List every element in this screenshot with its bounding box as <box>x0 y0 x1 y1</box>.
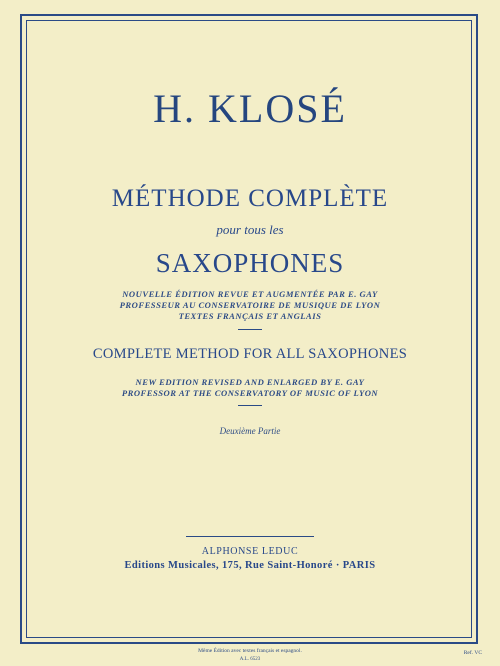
french-edition-line: NOUVELLE ÉDITION REVUE ET AUGMENTÉE PAR E. GAY <box>122 289 378 299</box>
edition-note: Même Édition avec textes français et espagnol. <box>198 648 302 654</box>
part-label: Deuxième Partie <box>219 426 281 436</box>
french-title: MÉTHODE COMPLÈTE <box>111 185 389 212</box>
publisher-name: ALPHONSE LEDUC <box>201 546 299 557</box>
reference-code: Ref. VC <box>463 650 482 656</box>
french-edition-line: PROFESSEUR AU CONSERVATOIRE DE MUSIQUE DE LYON <box>119 300 381 310</box>
english-title: COMPLETE METHOD FOR ALL SAXOPHONES <box>92 346 408 362</box>
english-edition-line: NEW EDITION REVISED AND ENLARGED BY E. GAY <box>135 377 365 387</box>
instrument-title: SAXOPHONES <box>155 248 345 278</box>
publisher-divider <box>186 536 314 537</box>
publisher-address: Editions Musicales, 175, Rue Saint-Honoré · PARIS <box>124 560 376 571</box>
plate-code: A.L. 6523 <box>239 657 261 662</box>
english-edition-line: PROFESSOR AT THE CONSERVATORY OF MUSIC OF LYON <box>121 388 379 398</box>
french-title-connector: pour tous les <box>216 222 284 237</box>
author-name: H. KLOSÉ <box>153 86 347 131</box>
french-edition-line: TEXTES FRANÇAIS ET ANGLAIS <box>178 311 322 321</box>
divider <box>238 405 262 406</box>
divider <box>238 329 262 330</box>
